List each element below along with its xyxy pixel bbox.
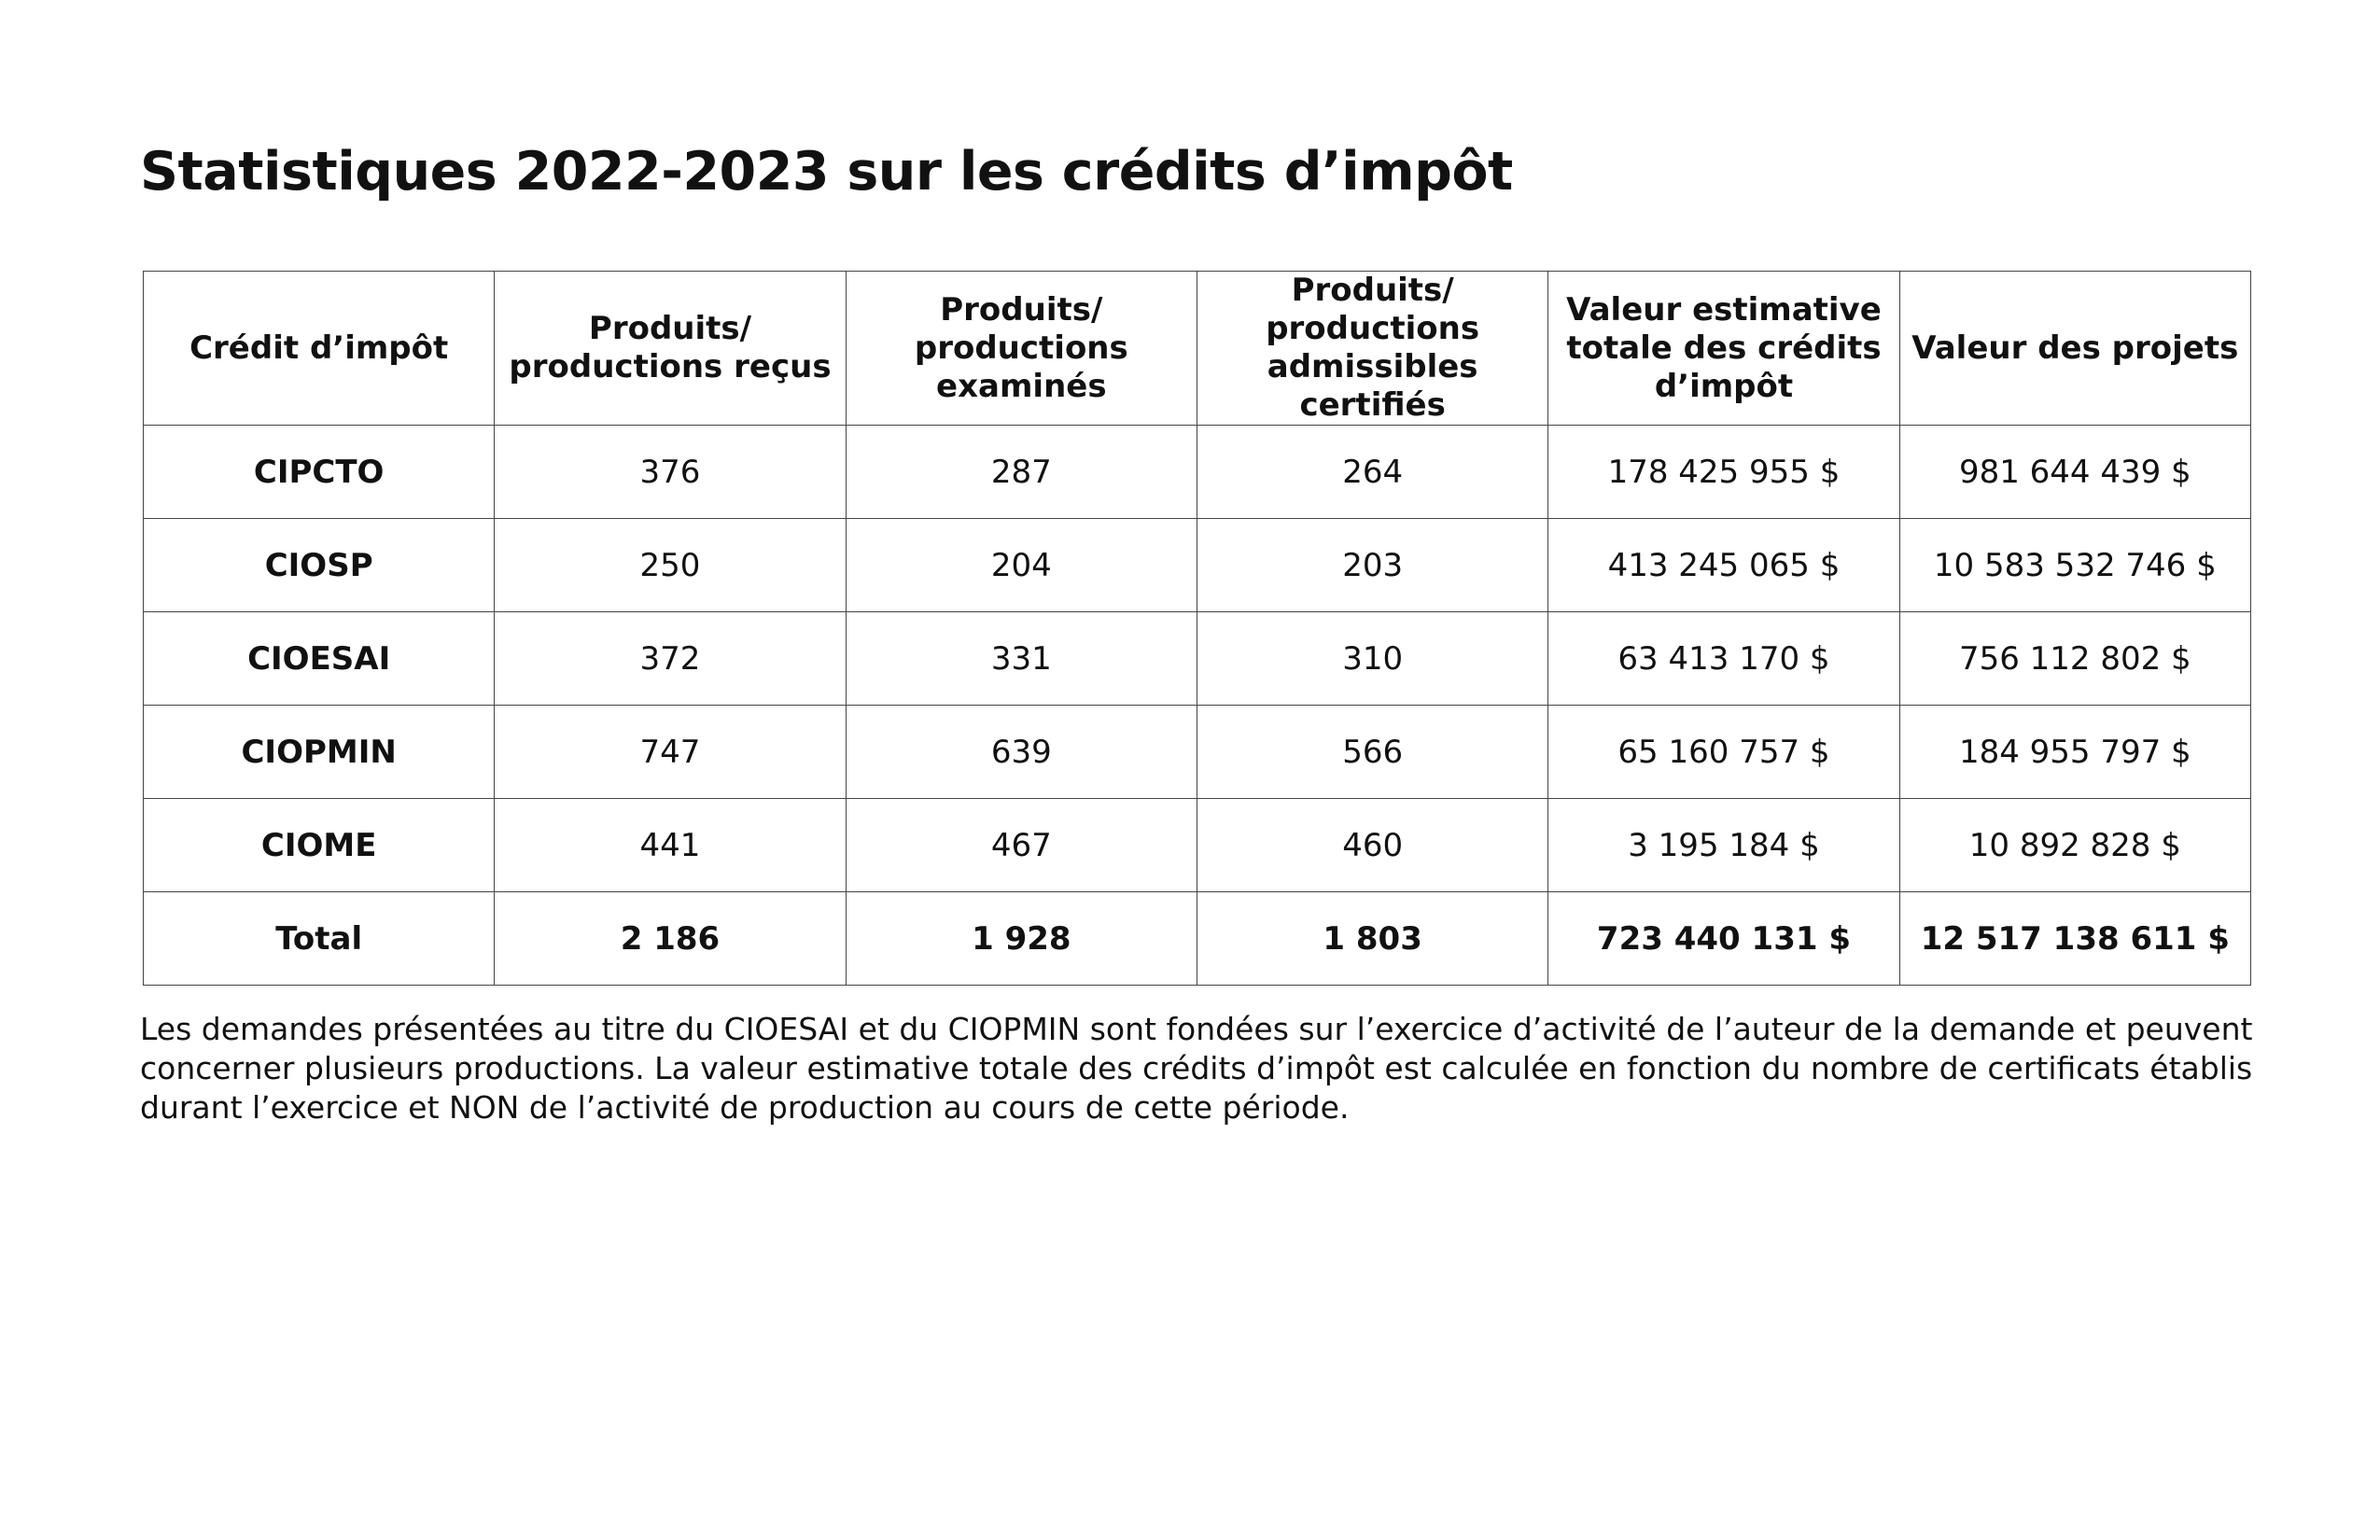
header-received: Produits/ productions reçus <box>495 272 846 426</box>
credit-name: CIOSP <box>144 519 495 612</box>
estimated-credit-value: 63 413 170 $ <box>1548 612 1899 706</box>
examined-count: 287 <box>846 426 1197 519</box>
total-examined: 1 928 <box>846 892 1197 986</box>
header-credit: Crédit d’impôt <box>144 272 495 426</box>
tax-credit-statistics-table <box>143 271 2251 986</box>
examined-count: 331 <box>846 612 1197 706</box>
estimated-credit-value: 178 425 955 $ <box>1548 426 1899 519</box>
estimated-credit-value: 3 195 184 $ <box>1548 799 1899 892</box>
certified-count: 566 <box>1197 706 1547 799</box>
received-count: 250 <box>495 519 846 612</box>
examined-count: 467 <box>846 799 1197 892</box>
received-count: 441 <box>495 799 846 892</box>
project-value: 10 892 828 $ <box>1899 799 2250 892</box>
total-certified: 1 803 <box>1197 892 1547 986</box>
table-row <box>144 706 2251 799</box>
project-value: 184 955 797 $ <box>1899 706 2250 799</box>
estimated-credit-value: 413 245 065 $ <box>1548 519 1899 612</box>
credit-name: CIOESAI <box>144 612 495 706</box>
certified-count: 264 <box>1197 426 1547 519</box>
total-received: 2 186 <box>495 892 846 986</box>
credit-name: CIPCTO <box>144 426 495 519</box>
table-row <box>144 799 2251 892</box>
examined-count: 204 <box>846 519 1197 612</box>
header-project-value: Valeur des projets <box>1899 272 2250 426</box>
table-header-row <box>144 272 2251 426</box>
project-value: 981 644 439 $ <box>1899 426 2250 519</box>
project-value: 10 583 532 746 $ <box>1899 519 2250 612</box>
table-row <box>144 612 2251 706</box>
certified-count: 310 <box>1197 612 1547 706</box>
total-estimated-value: 723 440 131 $ <box>1548 892 1899 986</box>
page-title: Statistiques 2022-2023 sur les crédits d’impôt <box>140 141 1513 203</box>
credit-name: CIOME <box>144 799 495 892</box>
total-label: Total <box>144 892 495 986</box>
project-value: 756 112 802 $ <box>1899 612 2250 706</box>
certified-count: 460 <box>1197 799 1547 892</box>
credit-name: CIOPMIN <box>144 706 495 799</box>
received-count: 376 <box>495 426 846 519</box>
estimated-credit-value: 65 160 757 $ <box>1548 706 1899 799</box>
examined-count: 639 <box>846 706 1197 799</box>
received-count: 372 <box>495 612 846 706</box>
header-estimated-value: Valeur estimative totale des crédits d’impôt <box>1548 272 1899 426</box>
certified-count: 203 <box>1197 519 1547 612</box>
table-row <box>144 426 2251 519</box>
total-row <box>144 892 2251 986</box>
footnote: Les demandes présentées au titre du CIOESAI et du CIOPMIN sont fondées sur l’exercice d’activité de l’auteur de la demande et peuvent concerner plusieurs productions. La valeur estimative totale des crédits d’impôt est calculée en fonction du nombre de certificats établis durant l’exercice et NON de l’activité de production au cours de cette période. <box>140 1011 2253 1126</box>
header-certified: Produits/ productions admissibles certifiés <box>1197 272 1547 426</box>
table-row <box>144 519 2251 612</box>
total-project-value: 12 517 138 611 $ <box>1899 892 2250 986</box>
received-count: 747 <box>495 706 846 799</box>
header-examined: Produits/ productions examinés <box>846 272 1197 426</box>
